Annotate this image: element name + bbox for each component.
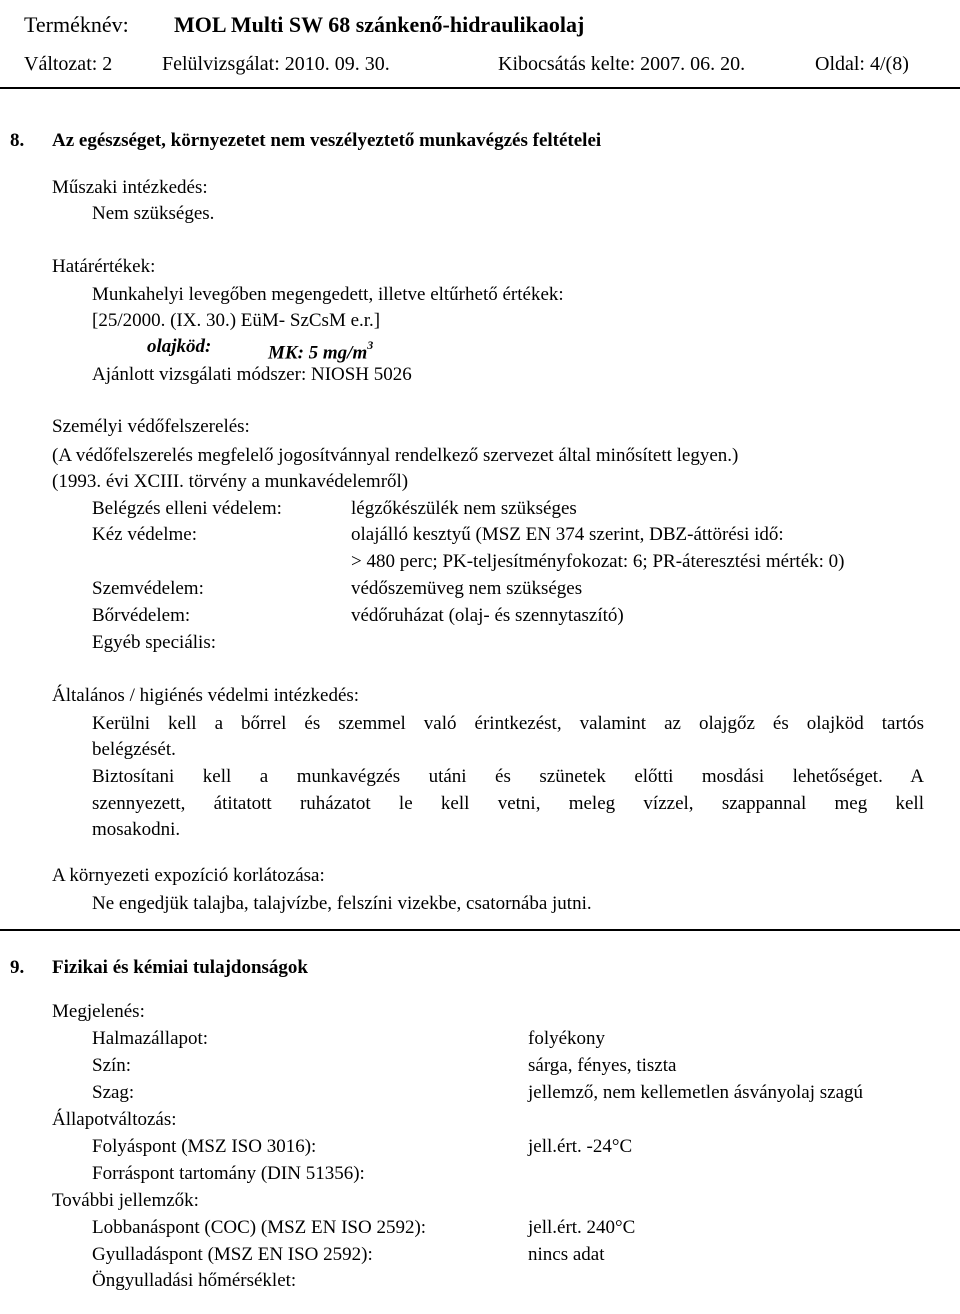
ppe-label: Személyi védőfelszerelés: xyxy=(52,416,250,437)
state-change-label: Állapotváltozás: xyxy=(52,1109,177,1130)
property-label: Gyulladáspont (MSZ EN ISO 2592): xyxy=(92,1244,373,1265)
property-label: Lobbanáspont (COC) (MSZ EN ISO 2592): xyxy=(92,1217,427,1238)
header-divider xyxy=(0,87,960,89)
property-label: Forráspont tartomány (DIN 51356): xyxy=(92,1163,365,1184)
env-value: Ne engedjük talajba, talajvízbe, felszíni vizekbe, csatornába jutni. xyxy=(92,893,592,914)
hygiene-line: mosakodni. xyxy=(92,819,181,840)
appearance-label: Megjelenés: xyxy=(52,1001,145,1022)
env-label: A környezeti expozíció korlátozása: xyxy=(52,865,325,886)
property-value: folyékony xyxy=(528,1028,606,1049)
section9-title: Fizikai és kémiai tulajdonságok xyxy=(52,957,308,978)
version: Változat: 2 xyxy=(24,53,113,75)
issue-date: Kibocsátás kelte: 2007. 06. 20. xyxy=(498,53,746,75)
limits-reference: [25/2000. (IX. 30.) EüM- SzCsM e.r.] xyxy=(92,310,381,331)
ppe-item-value: védőruházat (olaj- és szennytaszító) xyxy=(351,605,624,626)
ppe-item-value: olajálló kesztyű (MSZ EN 374 szerint, DBZ-áttörési idő: xyxy=(351,524,784,545)
hygiene-line: Biztosítani kell a munkavégzés utáni és szünetek előtti mosdási lehetőséget. A xyxy=(92,766,924,787)
tech-measures-value: Nem szükséges. xyxy=(92,203,215,224)
section-divider xyxy=(0,929,960,931)
section8-title: Az egészséget, környezetet nem veszélyeztető munkavégzés feltételei xyxy=(52,130,602,151)
property-label: Öngyulladási hőmérséklet: xyxy=(92,1270,297,1291)
property-label: Szín: xyxy=(92,1055,132,1076)
ppe-item-label: Belégzés elleni védelem: xyxy=(92,498,282,519)
hygiene-label: Általános / higiénés védelmi intézkedés: xyxy=(52,685,360,706)
property-value: jell.ért. 240°C xyxy=(528,1217,636,1238)
ppe-item-value: védőszemüveg nem szükséges xyxy=(351,578,583,599)
limits-label: Határértékek: xyxy=(52,256,156,277)
ppe-item-value: légzőkészülék nem szükséges xyxy=(351,498,577,519)
ppe-item-label: Bőrvédelem: xyxy=(92,605,191,626)
hygiene-line: belégzését. xyxy=(92,739,176,760)
ppe-item-label: Szemvédelem: xyxy=(92,578,204,599)
page-number: Oldal: 4/(8) xyxy=(815,53,909,75)
ppe-item-label: Kéz védelme: xyxy=(92,524,197,545)
property-value: jellemző, nem kellemetlen ásványolaj szagú xyxy=(528,1082,864,1103)
ppe-item-label: Egyéb speciális: xyxy=(92,632,216,653)
ppe-law: (1993. évi XCIII. törvény a munkavédelemről) xyxy=(52,471,409,492)
limits-description: Munkahelyi levegőben megengedett, illetve eltűrhető értékek: xyxy=(92,284,564,305)
property-value: sárga, fényes, tiszta xyxy=(528,1055,677,1076)
property-value: nincs adat xyxy=(528,1244,605,1265)
property-label: Szag: xyxy=(92,1082,135,1103)
tech-measures-label: Műszaki intézkedés: xyxy=(52,177,208,198)
property-label: Folyáspont (MSZ ISO 3016): xyxy=(92,1136,317,1157)
section8-number: 8. xyxy=(10,130,25,151)
further-props-label: További jellemzők: xyxy=(52,1190,199,1211)
hygiene-line: szennyezett, átitatott ruházatot le kell vetni, meleg vízzel, szappannal meg kell xyxy=(92,793,924,814)
product-label: Terméknév: xyxy=(24,12,129,37)
product-name: MOL Multi SW 68 szánkenő-hidraulikaolaj xyxy=(174,12,585,37)
section9-number: 9. xyxy=(10,957,25,978)
hygiene-line: Kerülni kell a bőrrel és szemmel való érintkezést, valamint az olajgőz és olajköd tartós xyxy=(92,713,924,734)
revision-date: Felülvizsgálat: 2010. 09. 30. xyxy=(162,53,390,75)
ppe-note: (A védőfelszerelés megfelelő jogosítvánnyal rendelkező szervezet által minősített legyen.) xyxy=(52,445,739,466)
property-value: jell.ért. -24°C xyxy=(528,1136,633,1157)
test-method: Ajánlott vizsgálati módszer: NIOSH 5026 xyxy=(92,364,412,385)
oil-mist-label: olajköd: xyxy=(147,336,212,357)
property-label: Halmazállapot: xyxy=(92,1028,209,1049)
ppe-item-value: > 480 perc; PK-teljesítményfokozat: 6; PR-áteresztési mérték: 0) xyxy=(351,551,845,572)
oil-mist-value: MK: 5 $mg/m^3$ xyxy=(268,338,374,364)
